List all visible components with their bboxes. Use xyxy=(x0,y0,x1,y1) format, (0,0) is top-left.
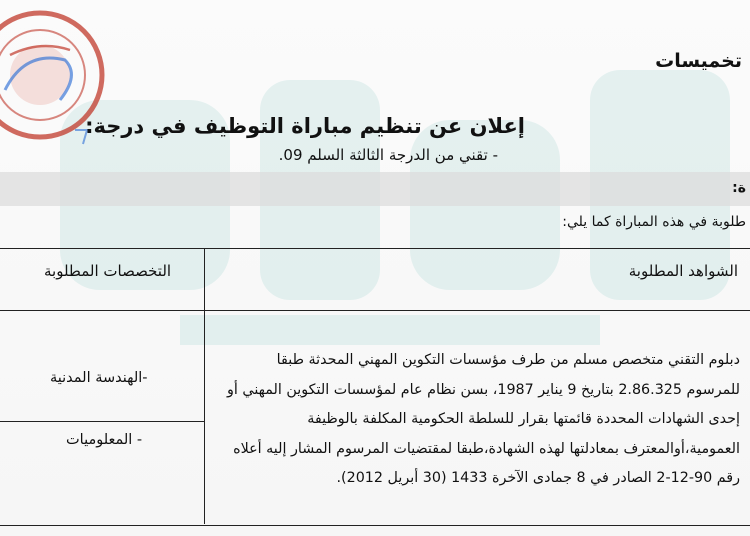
certificate-line: دبلوم التقني متخصص مسلم من طرف مؤسسات التكوين المهني المحدثة طبقا xyxy=(276,352,740,368)
header-text: تخميسات xyxy=(655,50,742,72)
table-header-divider xyxy=(0,310,750,311)
announcement-subtitle: - تقني من الدرجة الثالثة السلم 09. xyxy=(278,146,498,164)
certificate-line: العمومية،أوالمعترف بمعادلتها لهذه الشهادة،طبقا لمقتضيات المرسوم المشار إليه أعلاه xyxy=(233,440,740,457)
table-specialty-divider xyxy=(0,421,205,422)
intro-line: طلوبة في هذه المباراة كما يلي: xyxy=(562,214,746,230)
announcement-title: إعلان عن تنظيم مباراة التوظيف في درجة: xyxy=(85,114,525,138)
official-stamp xyxy=(0,0,105,165)
certificate-line: رقم 90-12-2 الصادر في 8 جمادى الآخرة 1433 (30 أبريل 2012). xyxy=(336,470,740,486)
section-label: ة: xyxy=(732,180,746,196)
specialty-item: - المعلوميات xyxy=(66,432,143,448)
table-column-divider xyxy=(204,248,205,524)
specialties-header: التخصصات المطلوبة xyxy=(44,262,172,280)
certificate-line: إحدى الشهادات المحددة قائمتها بقرار للسلطة الحكومية المكلفة بالوظيفة xyxy=(307,411,740,427)
certificate-line: للمرسوم 2.86.325 بتاريخ 9 يناير 1987، بسن نظام عام لمؤسسات التكوين المهني أو xyxy=(227,381,740,398)
certificates-header: الشواهد المطلوبة xyxy=(628,262,738,280)
section-band xyxy=(0,172,750,206)
certificates-cell xyxy=(212,346,740,494)
specialty-item: -الهندسة المدنية xyxy=(50,370,148,386)
